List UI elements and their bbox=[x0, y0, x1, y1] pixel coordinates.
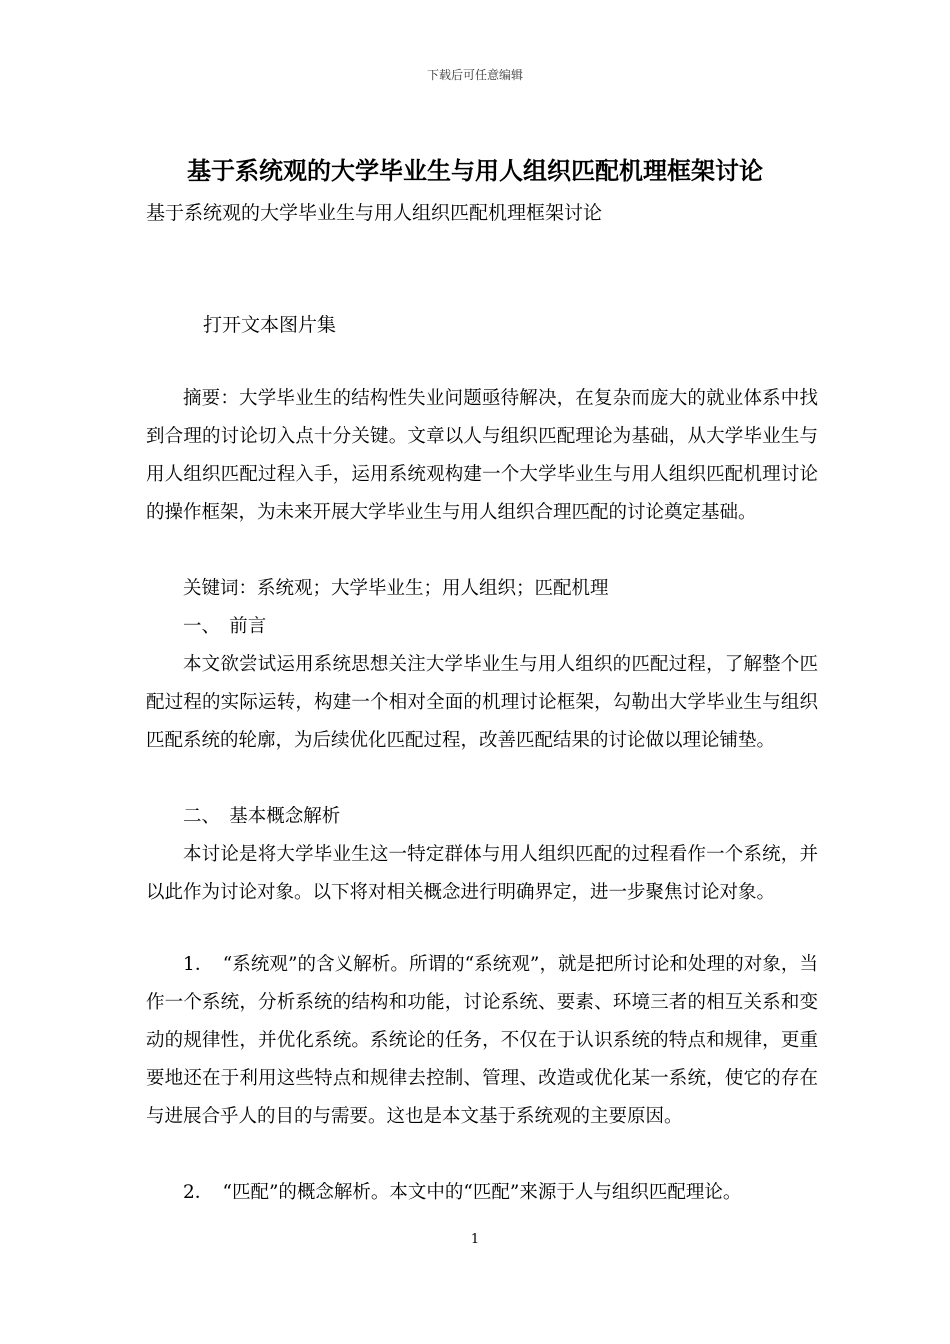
section-heading-concepts: 二、 基本概念解析 bbox=[183, 806, 341, 827]
document-title: 基于系统观的大学毕业生与用人组织匹配机理框架讨论 bbox=[187, 156, 763, 185]
introduction-paragraph: 本文欲尝试运用系统思想关注大学毕业生与用人组织的匹配过程，了解整个匹配过程的实际运转，构建一个相对全面的机理讨论框架，勾勒出大学毕业生与组织匹配系统的轮廓，为后续优化匹配过程，改善匹配结果的讨论做以理论铺垫。 bbox=[146, 654, 818, 751]
page-number: 1 bbox=[470, 1232, 480, 1247]
open-image-gallery-link[interactable]: 打开文本图片集 bbox=[203, 314, 337, 336]
matching-paragraph: 2． “匹配”的概念解析。本文中的“匹配”来源于人与组织匹配理论。 bbox=[183, 1182, 742, 1203]
document-subtitle: 基于系统观的大学毕业生与用人组织匹配机理框架讨论 bbox=[146, 202, 603, 224]
header-note: 下载后可任意编辑 bbox=[426, 68, 523, 82]
keywords-paragraph: 关键词：系统观；大学毕业生；用人组织；匹配机理 bbox=[183, 578, 609, 599]
section-heading-introduction: 一、 前言 bbox=[183, 616, 267, 637]
system-view-paragraph: 1． “系统观”的含义解析。所谓的“系统观”，就是把所讨论和处理的对象，当作一个系统，分析系统的结构和功能，讨论系统、要素、环境三者的相互关系和变动的规律性，并优化系统。系统论的任务，不仅在于认识系统的特点和规律，更重要地还在于利用这些特点和规律去控制、管理、改造或优化某一系统，使它的存在与进展合乎人的目的与需要。这也是本文基于系统观的主要原因。 bbox=[146, 954, 818, 1127]
concepts-paragraph: 本讨论是将大学毕业生这一特定群体与用人组织匹配的过程看作一个系统，并以此作为讨论对象。以下将对相关概念进行明确界定，进一步聚焦讨论对象。 bbox=[146, 844, 818, 903]
abstract-paragraph: 摘要：大学毕业生的结构性失业问题亟待解决，在复杂而庞大的就业体系中找到合理的讨论切入点十分关键。文章以人与组织匹配理论为基础，从大学毕业生与用人组织匹配过程入手，运用系统观构建一个大学毕业生与用人组织匹配机理讨论的操作框架，为未来开展大学毕业生与用人组织合理匹配的讨论奠定基础。 bbox=[146, 388, 818, 523]
